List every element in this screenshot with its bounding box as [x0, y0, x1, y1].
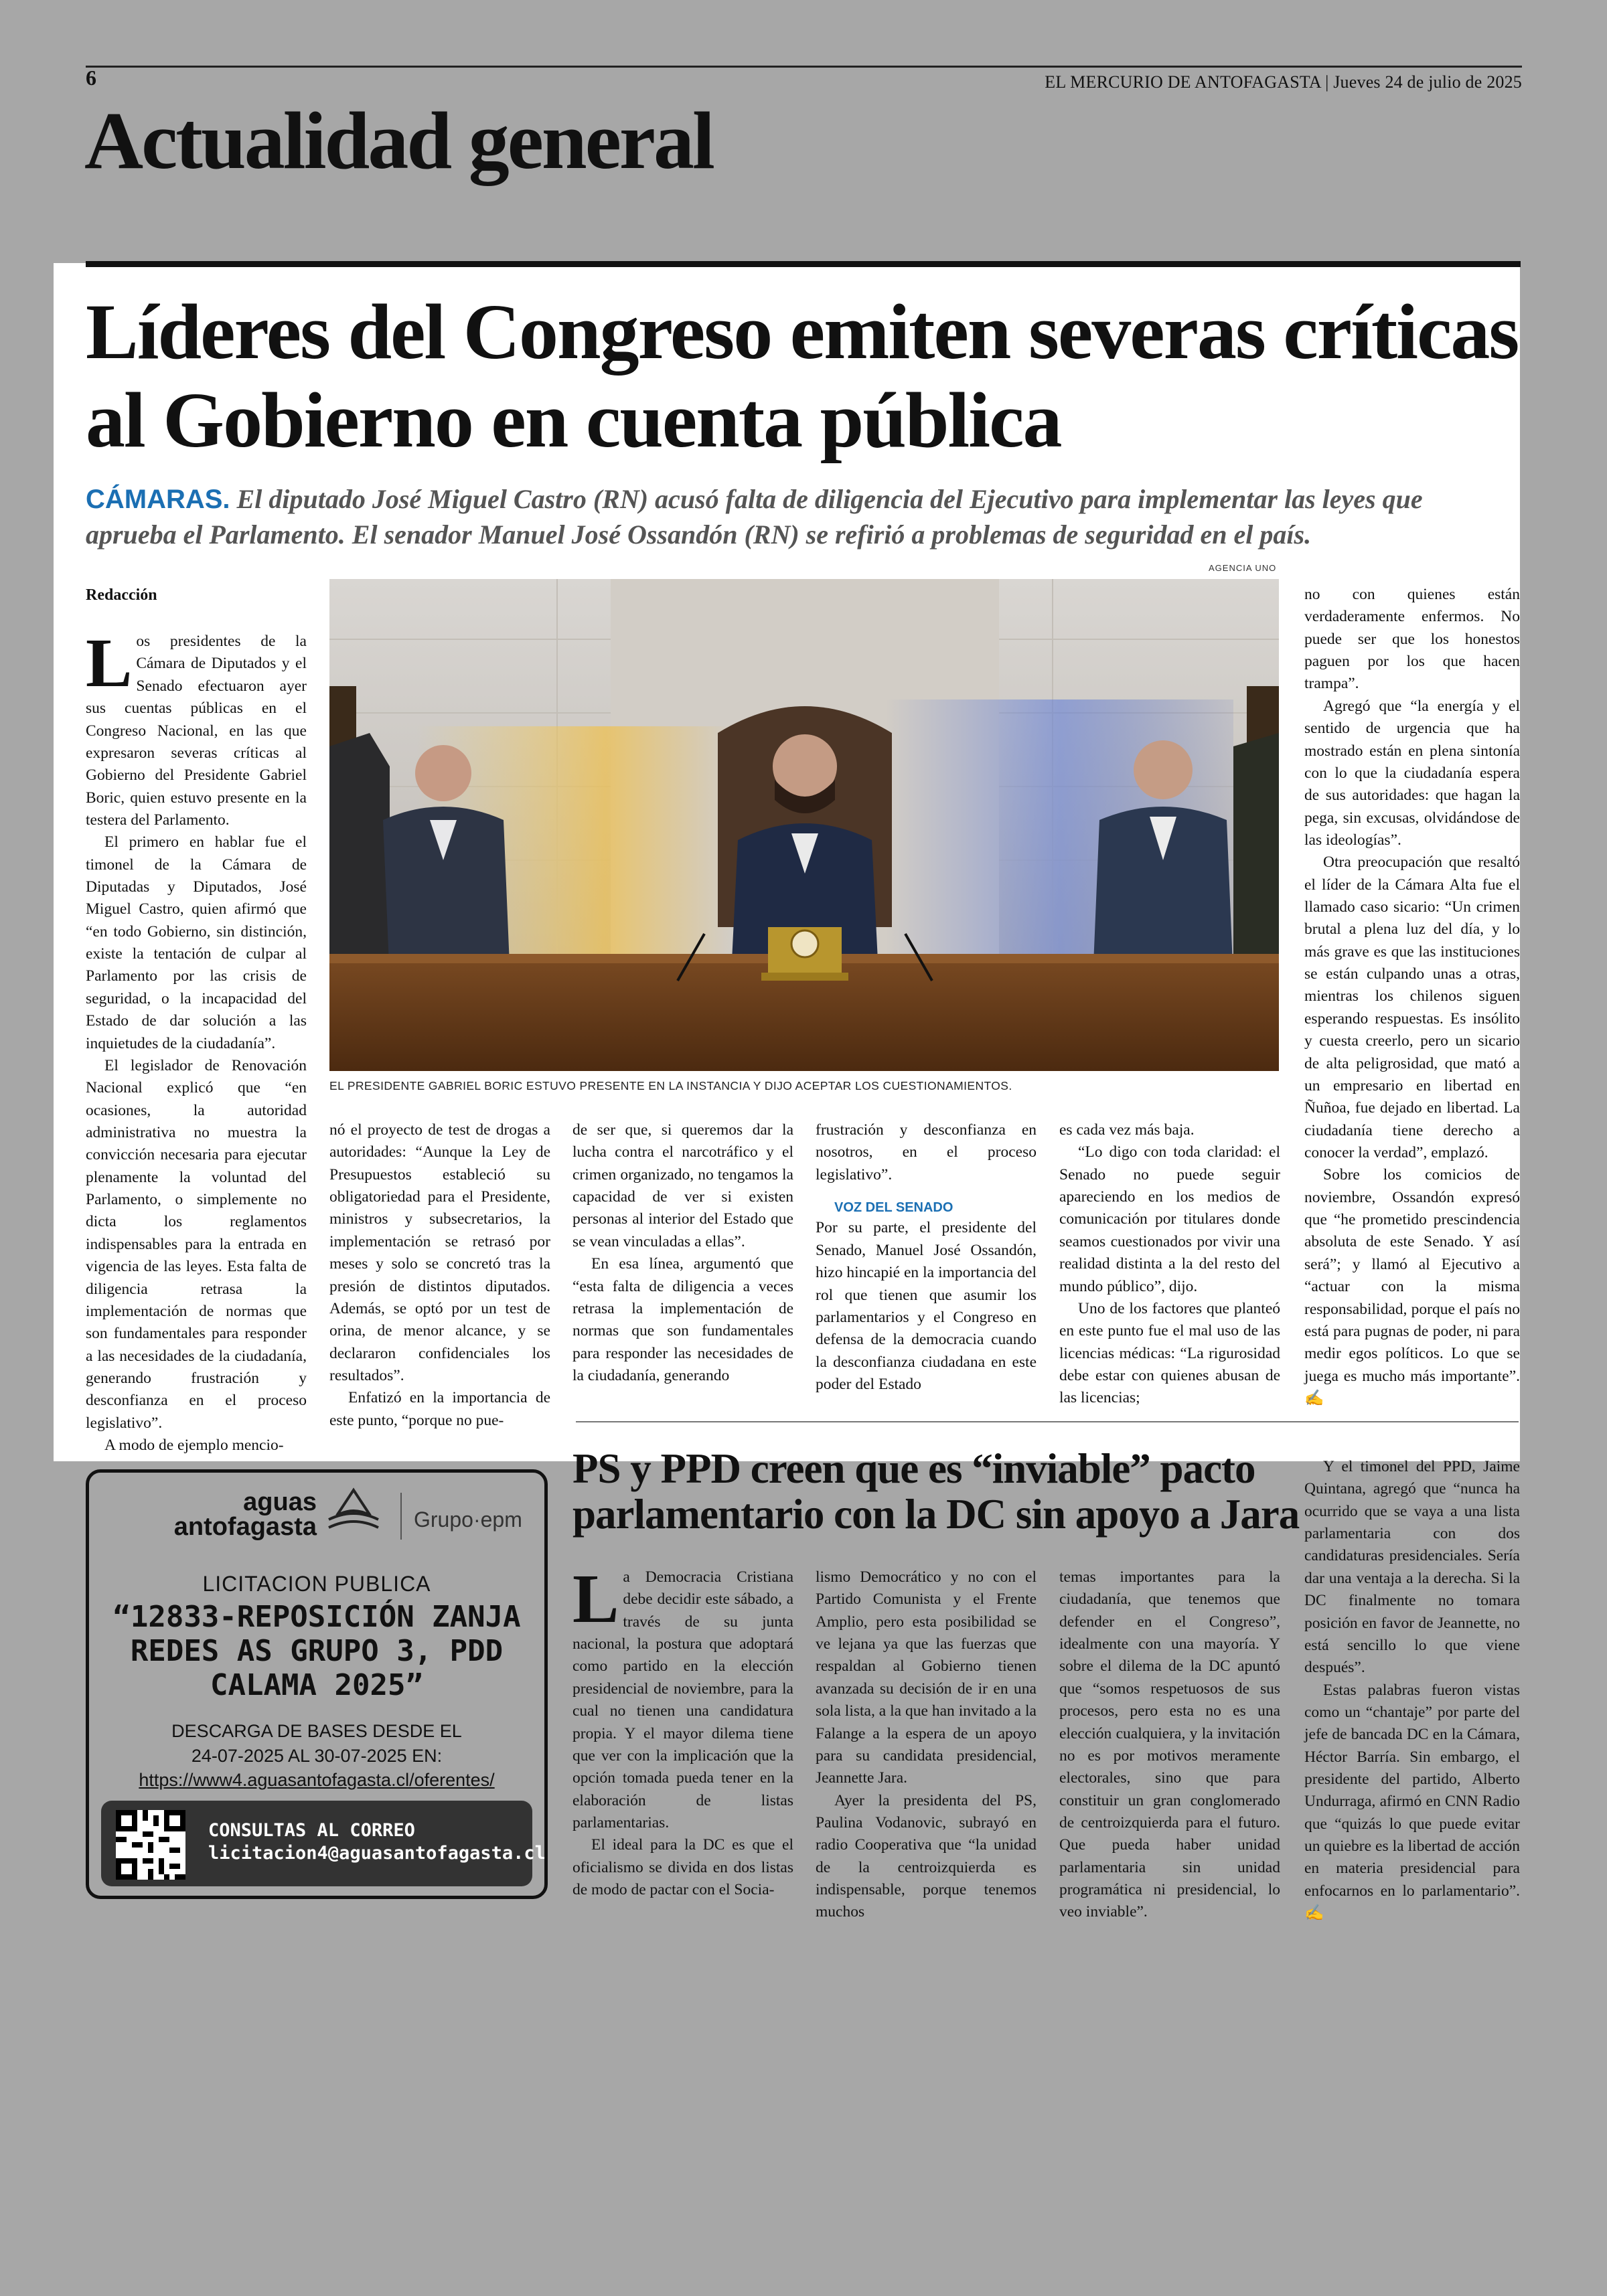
- story1-paragraph: Otra preocupación que resaltó el líder de la Cámara Alta fue el llamado caso sicario: “Un crimen brutal a plena luz del día, y lo más grave es que las instituciones se están culpando unas a otras, mientras los chilenos siguen esperando respuestas. Es insólito y cuesta creerlo, pero un sicario de alta peligrosidad, que mató a un empresario en libertad en Ñuñoa, fue dejado en libertad. La ciudadanía tiene derecho a conocer la verdad”, emplazó.: [1304, 853, 1520, 1161]
- ad-consult-email[interactable]: licitacion4@aguasantofagasta.cl: [208, 1842, 546, 1864]
- ad-title: LICITACION PUBLICA: [202, 1572, 431, 1596]
- story-top-rule: [86, 261, 1521, 267]
- ad-contact-box: [101, 1801, 546, 1886]
- byline: Redacción: [86, 586, 157, 604]
- advertisement: [86, 1469, 548, 1899]
- story1-paragraph: es cada vez más baja.: [1059, 1121, 1195, 1139]
- ad-brand-top: aguas: [243, 1488, 317, 1516]
- story2-paragraph: lismo Democrático y no con el Partido Comunista y el Frente Amplio, pero esta posibilidad se ve lejana ya que las fuerzas que respaldan al Gobierno tienen avanzada su decisión de ir en una sola lista, a la que han invitado a la Falange a la espera de un apoyo para su candidata presidencial, Jeannette Jara.: [816, 1568, 1037, 1787]
- ad-bases-url[interactable]: https://www4.aguasantofagasta.cl/oferentes/: [139, 1770, 495, 1791]
- photo-caption: EL PRESIDENTE GABRIEL BORIC ESTUVO PRESENTE EN LA INSTANCIA Y DIJO ACEPTAR LOS CUESTIONAMIENTOS.: [329, 1079, 1012, 1092]
- story2-headline: PS y PPD creen que es “inviable” pacto parlamentario con la DC sin apoyo a Jara: [572, 1445, 1300, 1538]
- deck-text: El diputado José Miguel Castro (RN) acusó falta de diligencia del Ejecutivo para implementar las leyes que aprueba el Parlamento. El senador Manuel José Ossandón (RN) se refirió a problemas de seguridad en el país.: [86, 484, 1423, 550]
- story1-column-2: [329, 1119, 550, 1432]
- aguas-antofagasta-logo-icon: [323, 1486, 384, 1543]
- story1-paragraph: Agregó que “la energía y el sentido de urgencia que ha mostrado están en plena sintonía con lo que la ciudadanía espera de sus autoridades: que hagan la pega, sin excusas, olvidándose de las ideologías”.: [1304, 697, 1520, 849]
- story2-paragraph: temas importantes para la ciudadanía, que tenemos que defender en el Congreso”, idealmente con una mayoría. Y sobre el dilema de la DC apuntó que “somos respetuosos de sus procesos, pero esta no es una elección cualquiera, y la invitación no es por motivos meramente electorales, sino que para constituir un gran conglomerado de centroizquierda para el futuro. Que pueda haber unidad parlamentaria sin unidad programática ni presidencial, lo veo inviable”.: [1059, 1568, 1280, 1921]
- news-photo: [329, 579, 1279, 1071]
- ad-brand-bottom: antofagasta: [173, 1513, 317, 1542]
- header-rule: [86, 66, 1522, 68]
- story1-column-1: [86, 584, 307, 1457]
- story1-paragraph: no con quienes están verdaderamente enfermos. No puede ser que los honestos paguen por los que hacen trampa”.: [1304, 586, 1520, 693]
- story2-paragraph: La Democracia Cristiana debe decidir este sábado, a través de su junta nacional, la postura que adoptará como partido en la elección presidencial de noviembre, para la cual no tienen una candidatura propia. Y el mayor dilema tiene que ver con la implicación que la opción tomada pueda tener en la elaboración de listas parlamentarias.: [572, 1560, 793, 1831]
- ad-bases-line: 24-07-2025 AL 30-07-2025 EN:: [191, 1745, 443, 1766]
- story1-headline: Líderes del Congreso emiten severas críticas al Gobierno en cuenta pública: [86, 288, 1519, 465]
- ad-consult-label: CONSULTAS AL CORREO: [208, 1820, 415, 1841]
- story1-paragraph: Uno de los factores que planteó en este punto fue el mal uso de las licencias médicas: “La rigurosidad debe estar con quienes abusan de las licencias;: [1059, 1299, 1280, 1407]
- story1-paragraph: A modo de ejemplo mencio-: [104, 1437, 284, 1455]
- subhead-voz-del-senado: VOZ DEL SENADO: [834, 1200, 953, 1216]
- page-number: 6: [86, 66, 96, 90]
- story1-column-4: [816, 1119, 1037, 1396]
- story2-paragraph: El ideal para la DC es que el oficialismo se divida en dos listas de modo de pactar con el Socia-: [572, 1836, 793, 1899]
- drop-cap: L: [572, 1560, 619, 1637]
- story1-paragraph: El legislador de Renovación Nacional explicó que “en ocasiones, la autoridad administrativa no muestra la convicción necesaria para ejecutar plenamente la voluntad del Parlamento, o simplemente no dicta los reglamentos indispensables para la entrada en vigencia de las leyes. Esta falta de diligencia retrasa la implementación de normas que son fundamentales para responder a las necesidades de la ciudadanía, generando frustración y desconfianza en el proceso legislativo”.: [86, 1056, 307, 1432]
- story2-paragraph: Y el timonel del PPD, Jaime Quintana, agregó que “nunca ha ocurrido que se vaya a una lista parlamentaria con dos candidaturas presidenciales. Sería dar una ventaja a la derecha. Si la DC finalmente no tomara posición en favor de Jeannette, no está sencillo lo que viene después”.: [1304, 1458, 1520, 1677]
- story1-paragraph: “Lo digo con toda claridad: el Senado no puede seguir apareciendo en los medios de comunicación por titulares donde seamos cuestionados por vivir una realidad distinta a la del resto del mundo público”, dijo.: [1059, 1143, 1280, 1295]
- story1-column-5: [1059, 1119, 1280, 1410]
- ad-bases: [89, 1719, 544, 1793]
- story1-column-3: [572, 1119, 793, 1387]
- story1-column-6: [1304, 584, 1520, 1410]
- story1-paragraph: frustración y desconfianza en nosotros, en el proceso legislativo”.: [816, 1121, 1037, 1183]
- ad-brand: [149, 1490, 317, 1540]
- story2-column-2: [816, 1566, 1037, 1924]
- photo-credit: AGENCIA UNO: [1209, 563, 1277, 573]
- story2-paragraph: Ayer la presidenta del PS, Paulina Vodanovic, subrayó en radio Cooperativa que “la unidad de la centroizquierda es indispensable, porque tenemos muchos: [816, 1791, 1037, 1921]
- masthead: EL MERCURIO DE ANTOFAGASTA | Jueves 24 de julio de 2025: [1045, 72, 1522, 92]
- story1-paragraph: Por su parte, el presidente del Senado, Manuel José Ossandón, hizo hincapié en la importancia del rol que tienen que asumir los parlamentarios y el Congreso en defensa de la democracia cuando la desconfianza ciudadana en este poder del Estado: [816, 1219, 1037, 1393]
- story1-paragraph: Los presidentes de la Cámara de Diputados y el Senado efectuaron ayer sus cuentas públicas en el Congreso Nacional, en las que expresaron severas críticas al Gobierno del Presidente Gabriel Boric, quien estuvo presente en la testera del Parlamento.: [86, 625, 307, 829]
- qr-code-icon: [116, 1810, 185, 1880]
- ad-divider: [400, 1493, 402, 1540]
- drop-cap: L: [86, 625, 133, 702]
- story1-paragraph: En esa línea, argumentó que “esta falta de diligencia a veces retrasa la implementación de normas que son fundamentales para responder las necesidades de la ciudadanía, generando: [572, 1255, 793, 1384]
- section-title: Actualidad general: [84, 96, 713, 186]
- story2-column-3: [1059, 1566, 1280, 1924]
- story1-paragraph: Enfatizó en la importancia de este punto, “porque no pue-: [329, 1389, 550, 1429]
- story1-paragraph: El primero en hablar fue el timonel de la Cámara de Diputadas y Diputados, José Miguel Castro, quien afirmó que “en todo Gobierno, sin distinción, existe la tentación de culpar al Parlamento por las crisis de seguridad, o la incapacidad del Estado de dar solución a las inquietudes de la ciudadanía”.: [86, 833, 307, 1052]
- story2-column-1: [572, 1560, 793, 1901]
- ad-project: “12833-REPOSICIÓN ZANJA REDES AS GRUPO 3, PDD CALAMA 2025”: [112, 1600, 521, 1703]
- story2-rule: [576, 1421, 1519, 1422]
- ad-consult: [208, 1819, 546, 1865]
- story2-paragraph: Estas palabras fueron vistas como un “chantaje” por parte del jefe de bancada DC en la Cámara, Héctor Barría. Sin embargo, el presidente del partido, Alberto Undurraga, afirmó en CNN Radio que “quizás lo que puede evitar un quiebre es la libertad de acción en materia presidencial para enfocarnos en lo parlamentario”. ✍: [1304, 1681, 1520, 1922]
- story1-paragraph: nó el proyecto de test de drogas a autoridades: “Aunque la Ley de Presupuestos estableció su obligatoriedad para el Presidente, ministros y subsecretarios, la implementación se retrasó por meses y solo se concretó tras la presión de distintos diputados. Además, se optó por un test de orina, de menor alcance, y se declararon confidenciales los resultados”.: [329, 1121, 550, 1384]
- deck-kicker: CÁMARAS.: [86, 485, 230, 514]
- ad-bases-line: DESCARGA DE BASES DESDE EL: [171, 1721, 462, 1741]
- story1-deck: [86, 482, 1519, 553]
- story1-paragraph: de ser que, si queremos dar la lucha contra el narcotráfico y el crimen organizado, no tengamos la capacidad de ver si existen personas al interior del Estado que se vean vinculadas a ellas”.: [572, 1121, 793, 1250]
- story1-paragraph: Sobre los comicios de noviembre, Ossandón expresó que “he prometido prescindencia absoluta de este Senado. Y así será”; y llamó al Ejecutivo a “actuar con la misma responsabilidad, porque el país no está para pugnas de poder, ni para medir egos políticos. Lo que se juega es mucho más importante”. ✍: [1304, 1166, 1520, 1407]
- ad-group: Grupo·epm: [414, 1507, 522, 1532]
- story2-column-4: [1304, 1456, 1520, 1925]
